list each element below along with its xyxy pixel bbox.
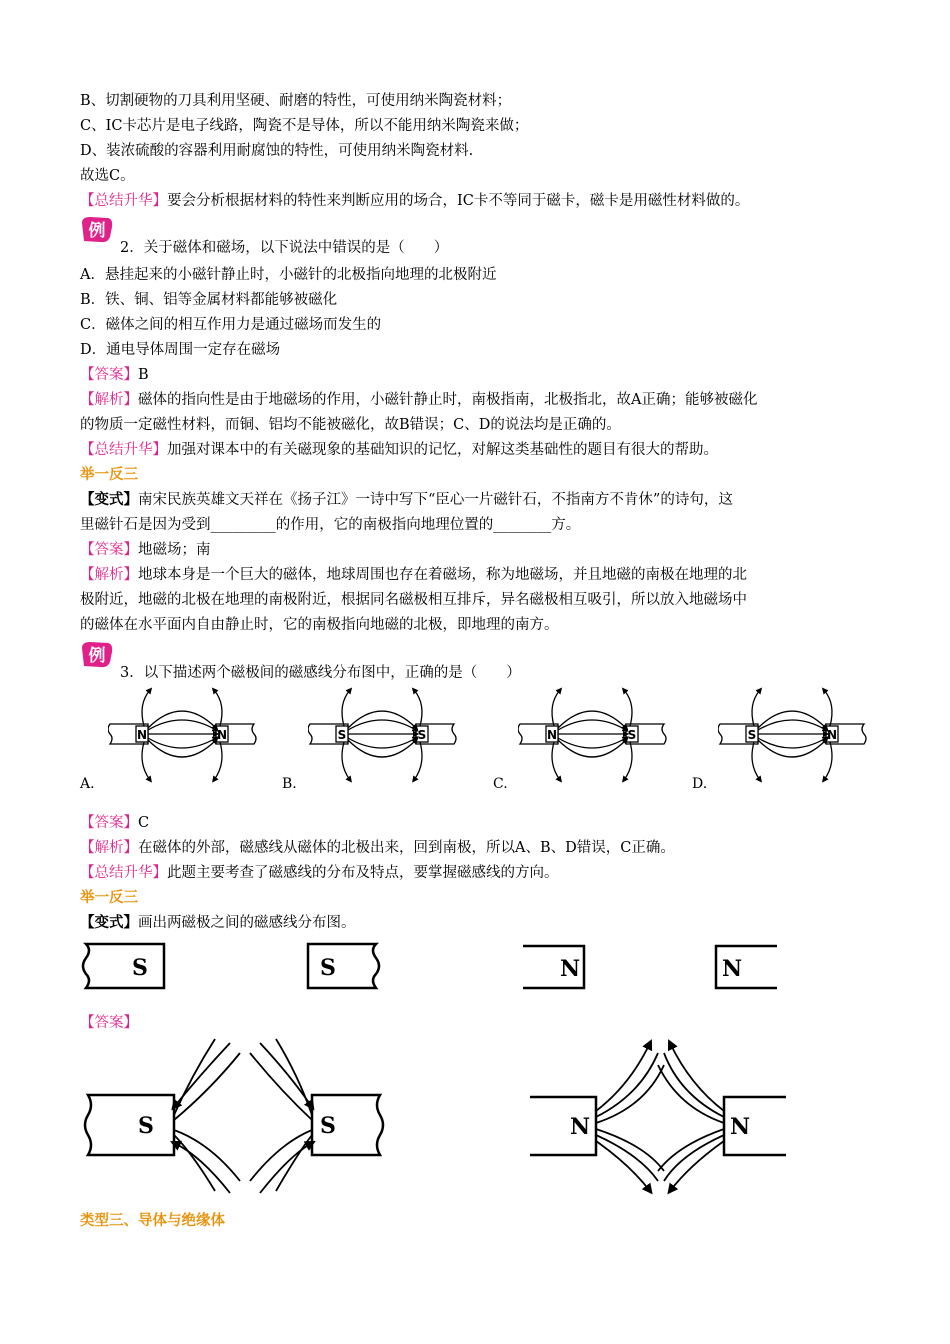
option-label: A. bbox=[80, 776, 95, 792]
example-badge-2 bbox=[80, 215, 114, 245]
option-diagram-d[interactable] bbox=[718, 686, 868, 786]
analysis-tag: 【解析】 bbox=[80, 567, 138, 583]
pole-label-right: S bbox=[627, 728, 637, 742]
option-label: D. bbox=[692, 776, 708, 792]
answer-value: B bbox=[138, 367, 149, 383]
answer-tag: 【答案】 bbox=[80, 367, 138, 383]
pole-label-left: N bbox=[136, 728, 148, 742]
option-c-line: C、IC卡芯片是电子线路，陶瓷不是导体，所以不能用纳米陶瓷来做； bbox=[80, 118, 529, 134]
variant1-analysis-1 bbox=[80, 565, 747, 585]
section-heading-3: 类型三、导体与绝缘体 bbox=[80, 1212, 225, 1229]
pole-label-right: N bbox=[216, 728, 228, 742]
variant2-question bbox=[80, 913, 356, 933]
analysis-tag: 【解析】 bbox=[80, 392, 138, 408]
option-diagram-a[interactable] bbox=[108, 686, 258, 786]
answer-value: C bbox=[138, 815, 150, 831]
option-label: B. bbox=[282, 776, 297, 792]
ex2-option-b: B．铁、铜、铝等金属材料都能够被磁化 bbox=[80, 292, 338, 308]
ex2-option-c: C．磁体之间的相互作用力是通过磁场而发生的 bbox=[80, 317, 382, 333]
magnet-pole-label: S bbox=[320, 1113, 336, 1139]
magnet-pole-label: N bbox=[569, 1114, 591, 1140]
summary-1 bbox=[80, 191, 749, 211]
ex3-question: 3．以下描述两个磁极间的磁感线分布图中，正确的是（ ） bbox=[120, 665, 521, 681]
pole-label-left: S bbox=[337, 728, 347, 742]
magnet-pole-label: S bbox=[320, 955, 336, 981]
variant-text: 画出两磁极之间的磁感线分布图。 bbox=[138, 915, 356, 931]
summary-tag: 【总结升华】 bbox=[80, 865, 167, 881]
summary-tag: 【总结升华】 bbox=[80, 193, 167, 209]
pole-label-right: N bbox=[826, 728, 838, 742]
answer-value: 地磁场；南 bbox=[138, 542, 211, 558]
answer-line: 故选C。 bbox=[80, 168, 135, 184]
ex2-analysis-2: 的物质一定磁性材料，而铜、铝均不能被磁化，故B错误；C、D的说法均是正确的。 bbox=[80, 417, 621, 433]
analysis-text: 在磁体的外部，磁感线从磁体的北极出来，回到南极，所以A、B、D错误，C正确。 bbox=[138, 840, 675, 856]
magnet-pole-label: S bbox=[138, 1113, 154, 1139]
option-diagram-c[interactable] bbox=[518, 686, 668, 786]
variant2-answer-tag bbox=[80, 1013, 138, 1033]
variant2-magnets bbox=[80, 938, 800, 994]
option-label: C. bbox=[493, 776, 508, 792]
variant-tag: 【变式】 bbox=[80, 491, 138, 508]
ex2-summary bbox=[80, 440, 718, 460]
option-b-line: B、切割硬物的刀具利用坚硬、耐磨的特性，可使用纳米陶瓷材料； bbox=[80, 93, 512, 109]
magnet-pole-label: N bbox=[729, 1114, 751, 1140]
ex2-question: 2．关于磁体和磁场，以下说法中错误的是（ ） bbox=[120, 240, 449, 256]
example-badge-3 bbox=[80, 640, 114, 670]
pole-label-right: S bbox=[417, 728, 427, 742]
answer-tag: 【答案】 bbox=[80, 1015, 138, 1031]
badge-text: 例 bbox=[88, 646, 106, 666]
magnet-pole-label: N bbox=[559, 956, 581, 982]
ex3-analysis bbox=[80, 838, 675, 858]
variant-tag: 【变式】 bbox=[80, 914, 138, 931]
jyfs-heading-2: 举一反三 bbox=[80, 889, 138, 906]
variant-text: 南宋民族英雄文天祥在《扬子江》一诗中写下“臣心一片磁针石，不指南方不肯休”的诗句，这 bbox=[138, 492, 733, 508]
variant1-q2: 里磁针石是因为受到_________的作用，它的南极指向地理位置的________方。 bbox=[80, 517, 581, 533]
summary-text: 此题主要考查了磁感线的分布及特点，要掌握磁感线的方向。 bbox=[167, 865, 559, 881]
jyfs-heading-1: 举一反三 bbox=[80, 466, 138, 483]
variant1-q1 bbox=[80, 490, 733, 510]
pole-label-left: N bbox=[546, 728, 558, 742]
ex2-analysis-1 bbox=[80, 390, 757, 410]
summary-text: 加强对课本中的有关磁现象的基础知识的记忆，对解这类基础性的题目有很大的帮助。 bbox=[167, 442, 718, 458]
analysis-text: 地球本身是一个巨大的磁体，地球周围也存在着磁场，称为地磁场，并且地磁的南极在地理的北 bbox=[138, 567, 747, 583]
ex3-summary bbox=[80, 863, 559, 883]
summary-text: 要会分析根据材料的特性来判断应用的场合，IC卡不等同于磁卡，磁卡是用磁性材料做的。 bbox=[167, 193, 750, 209]
ex3-answer bbox=[80, 813, 149, 833]
analysis-tag: 【解析】 bbox=[80, 840, 138, 856]
variant1-answer bbox=[80, 540, 211, 560]
summary-tag: 【总结升华】 bbox=[80, 442, 167, 458]
magnet-pole-label: S bbox=[132, 955, 148, 981]
pole-label-left: S bbox=[747, 728, 757, 742]
variant1-analysis-3: 的磁体在水平面内自由静止时，它的南极指向地磁的北极，即地理的南方。 bbox=[80, 617, 559, 633]
ex2-option-d: D．通电导体周围一定存在磁场 bbox=[80, 342, 281, 358]
answer-tag: 【答案】 bbox=[80, 542, 138, 558]
analysis-text: 磁体的指向性是由于地磁场的作用，小磁针静止时，南极指南，北极指北，故A正确；能够被磁化 bbox=[138, 392, 758, 408]
option-diagram-b[interactable] bbox=[308, 686, 458, 786]
variant1-analysis-2: 极附近，地磁的北极在地理的南极附近，根据同名磁极相互排斥，异名磁极相互吸引，所以放入地磁场中 bbox=[80, 592, 747, 608]
ex2-option-a: A．悬挂起来的小磁针静止时，小磁针的北极指向地理的北极附近 bbox=[80, 267, 497, 283]
variant2-answer-drawing bbox=[80, 1035, 800, 1195]
answer-tag: 【答案】 bbox=[80, 815, 138, 831]
option-d-line: D、装浓硫酸的容器利用耐腐蚀的特性，可使用纳米陶瓷材料. bbox=[80, 143, 474, 159]
magnet-pole-label: N bbox=[721, 956, 743, 982]
badge-text: 例 bbox=[88, 221, 106, 241]
ex2-answer bbox=[80, 365, 149, 385]
